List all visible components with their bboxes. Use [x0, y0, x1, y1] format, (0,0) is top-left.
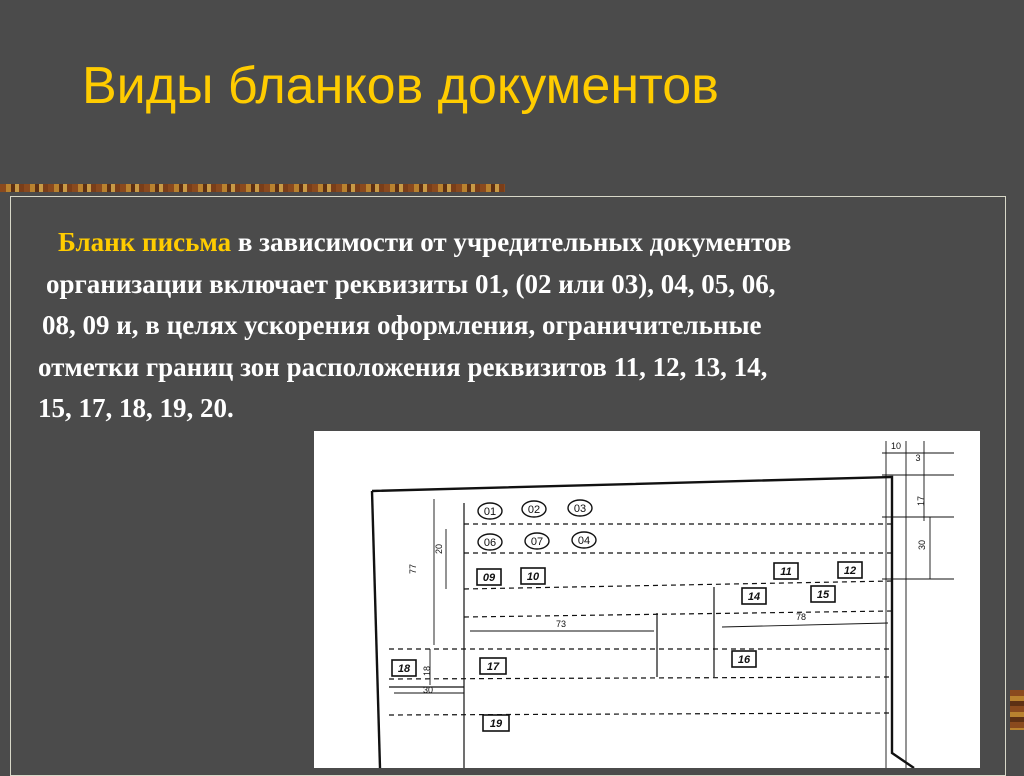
dim-label: 3 [915, 453, 921, 463]
dim-label: 17 [916, 495, 926, 507]
body-line-1-rest: в зависимости от учредительных документов [231, 227, 792, 257]
req-label: 11 [780, 566, 792, 578]
decorative-strip [0, 184, 505, 192]
dim-label: 18 [422, 665, 432, 677]
letter-blank-diagram [314, 431, 980, 768]
dim-label: 10 [890, 441, 902, 451]
req-label: 04 [577, 535, 591, 547]
dim-label: 30 [422, 685, 434, 695]
req-label: 16 [737, 654, 751, 666]
highlight-term: Бланк письма [58, 227, 232, 257]
req-label: 14 [747, 591, 761, 603]
diagram-svg [314, 431, 980, 768]
body-line-3: 08, 09 и, в целях ускорения оформления, ограничительные [42, 310, 762, 340]
req-label: 03 [573, 503, 587, 515]
body-paragraph [38, 222, 996, 430]
req-label: 19 [489, 718, 503, 730]
req-label: 18 [397, 663, 411, 675]
req-label: 15 [816, 589, 830, 601]
dim-label: 77 [408, 563, 418, 575]
req-label: 09 [482, 572, 496, 584]
dim-label: 73 [555, 619, 567, 629]
decorative-strip-right [1010, 690, 1024, 730]
req-label: 12 [843, 565, 857, 577]
req-label: 10 [526, 571, 540, 583]
body-line-1 [38, 222, 996, 264]
req-label: 02 [527, 504, 541, 516]
body-line-4: отметки границ зон расположения реквизитов 11, 12, 13, 14, [38, 351, 768, 382]
req-label: 01 [483, 506, 497, 518]
req-label: 06 [483, 537, 497, 549]
req-label: 07 [530, 536, 544, 548]
req-label: 17 [486, 661, 500, 673]
body-line-2: организации включает реквизиты 01, (02 или 03), 04, 05, 06, [46, 268, 776, 299]
body-line-5: 15, 17, 18, 19, 20. [38, 393, 234, 423]
dim-label: 20 [434, 543, 444, 555]
dim-label: 78 [795, 612, 807, 622]
dim-label: 30 [917, 539, 927, 551]
slide-title: Виды бланков документов [82, 57, 719, 115]
